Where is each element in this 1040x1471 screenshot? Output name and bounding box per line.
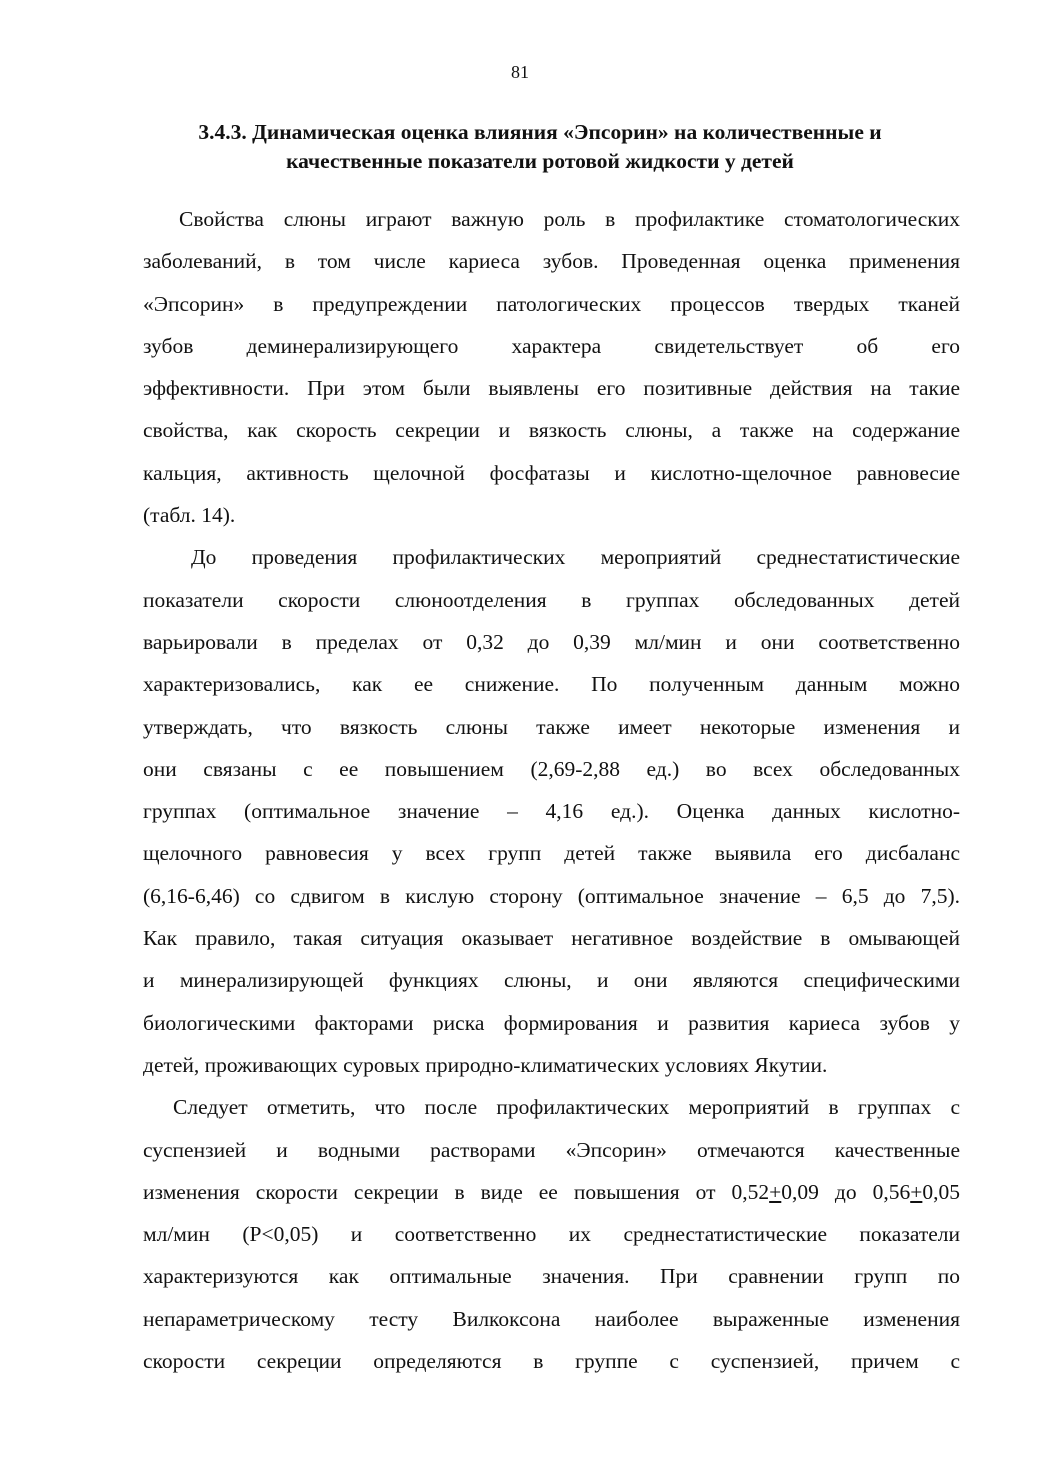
text-line: мл/мин (Р<0,05) и соответственно их среднестатистические показатели (143, 1222, 960, 1247)
section-heading (140, 118, 940, 176)
paragraph-3 (143, 1086, 960, 1382)
text-line: зубов деминерализирующего характера свидетельствует об его (143, 333, 960, 358)
text-line: и минерализирующей функциях слюны, и они являются специфическими (143, 968, 960, 993)
text-line: (6,16-6,46) со сдвигом в кислую сторону (оптимальное значение – 6,5 до 7,5). (143, 883, 960, 908)
text-line: утверждать, что вязкость слюны также имеет некоторые изменения и (143, 714, 960, 739)
body-text (143, 198, 960, 1382)
text-line: они связаны с ее повышением (2,69-2,88 ед.) во всех обследованных (143, 756, 960, 781)
text-line: свойства, как скорость секреции и вязкость слюны, а также на содержание (143, 418, 960, 443)
paragraph-1 (143, 198, 960, 536)
page-number: 81 (511, 62, 529, 82)
text-line: (табл. 14). (143, 503, 236, 528)
text-line: заболеваний, в том числе кариеса зубов. Проведенная оценка применения (143, 249, 960, 274)
text-line: скорости секреции определяются в группе с суспензией, причем с (143, 1349, 960, 1374)
text-line: Следует отметить, что после профилактических мероприятий в группах с (173, 1095, 960, 1120)
paragraph-2 (143, 536, 960, 1086)
plus-minus-sign: + (910, 1179, 923, 1204)
text-line: эффективности. При этом были выявлены его позитивные действия на такие (143, 376, 960, 401)
text-line: характеризовались, как ее снижение. По полученным данным можно (143, 672, 960, 697)
section-heading-line: 3.4.3. Динамическая оценка влияния «Эпсорин» на количественные и (198, 120, 882, 144)
plus-minus-sign: + (769, 1179, 782, 1204)
text-line: детей, проживающих суровых природно-климатических условиях Якутии. (143, 1052, 828, 1077)
text-line: кальция, активность щелочной фосфатазы и кислотно-щелочное равновесие (143, 460, 960, 485)
text-line: варьировали в пределах от 0,32 до 0,39 мл/мин и они соответственно (143, 629, 960, 654)
text-line: группах (оптимальное значение – 4,16 ед.). Оценка данных кислотно- (143, 799, 960, 824)
text-line-with-plus-minus (143, 1171, 960, 1213)
text-line: биологическими факторами риска формирования и развития кариеса зубов у (143, 1010, 960, 1035)
text-segment: 0,05 (922, 1179, 960, 1204)
text-segment: 0,09 до 0,56 (781, 1179, 911, 1204)
text-line: показатели скорости слюноотделения в группах обследованных детей (143, 587, 960, 612)
text-line: «Эпсорин» в предупреждении патологических процессов твердых тканей (143, 291, 960, 316)
text-line: характеризуются как оптимальные значения. При сравнении групп по (143, 1264, 960, 1289)
text-line: Свойства слюны играют важную роль в профилактике стоматологических (179, 207, 960, 231)
text-line: Как правило, такая ситуация оказывает негативное воздействие в омывающей (143, 926, 960, 951)
text-segment: изменения скорости секреции в виде ее повышения от 0,52 (143, 1179, 770, 1204)
section-heading-line: качественные показатели ротовой жидкости у детей (286, 149, 794, 173)
text-line: непараметрическому тесту Вилкоксона наиболее выраженные изменения (143, 1306, 960, 1331)
text-line: суспензией и водными растворами «Эпсорин» отмечаются качественные (143, 1137, 960, 1162)
text-line: щелочного равновесия у всех групп детей также выявила его дисбаланс (143, 841, 960, 866)
text-line: До проведения профилактических мероприятий среднестатистические (191, 545, 960, 570)
